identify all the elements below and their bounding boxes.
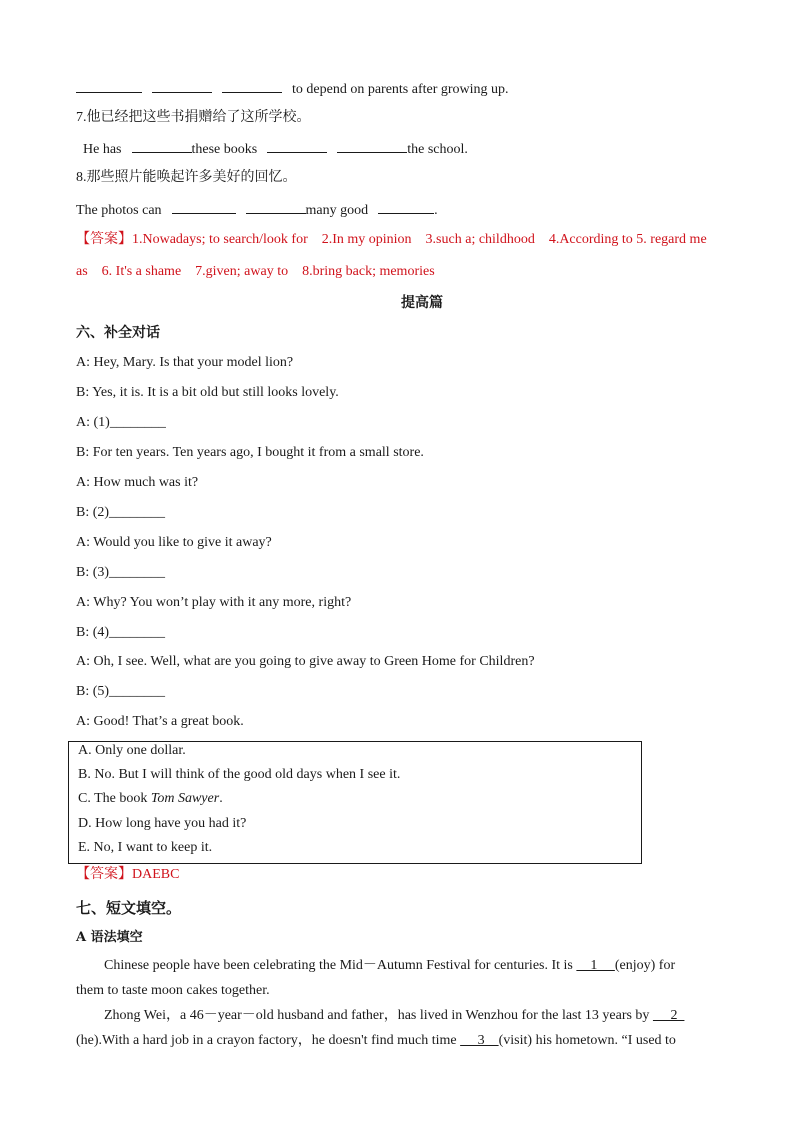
passage-line <box>76 1032 676 1050</box>
section-7-title: 七、短文填空。 <box>76 899 182 917</box>
dialogue-line: A: Oh, I see. Well, what are you going to give away to Green Home for Children? <box>76 654 535 669</box>
dialogue-line: A: Hey, Mary. Is that your model lion? <box>76 355 294 370</box>
sentence-text: He has <box>83 142 122 157</box>
sentence-text: The photos can <box>76 203 162 218</box>
section-heading-advanced: 提高篇 <box>401 295 443 311</box>
passage-line: them to taste moon cakes together. <box>76 983 270 998</box>
answer-key-line-1: 【答案】1.Nowadays; to search/look for 2.In my opinion 3.such a; childhood 4.According to 5. regard me <box>76 232 707 247</box>
answer-blank <box>246 200 306 214</box>
sentence-text: these books <box>191 142 258 157</box>
option-c <box>78 790 223 808</box>
numbered-blank: 3 <box>460 1033 499 1048</box>
dialogue-line: B: (5)________ <box>76 684 166 699</box>
answer-blank <box>76 79 142 93</box>
option-c-end: . <box>219 791 223 806</box>
dialogue-line: B: (2)________ <box>76 505 166 520</box>
dialogue-line: A: Would you like to give it away? <box>76 535 272 550</box>
dialogue-line: A: How much was it? <box>76 475 199 490</box>
numbered-blank: 1 <box>576 958 615 973</box>
section-6-title: 六、补全对话 <box>76 325 160 341</box>
dialogue-line: B: Yes, it is. It is a bit old but still looks lovely. <box>76 385 339 400</box>
answer-blank <box>337 139 407 153</box>
option-e: E. No, I want to keep it. <box>78 840 213 855</box>
answer-blank <box>152 79 212 93</box>
dialogue-line: A: (1)________ <box>76 415 166 430</box>
question-8-english <box>76 200 438 220</box>
passage-text: Zhong Wei，a 46－year－old husband and father，has lived in Wenzhou for the last 13 years by <box>104 1008 653 1023</box>
option-a: A. Only one dollar. <box>78 743 186 758</box>
question-7-english <box>83 139 468 159</box>
dialogue-line: B: (3)________ <box>76 565 166 580</box>
blank-line-6 <box>76 79 509 99</box>
dialogue-line: B: For ten years. Ten years ago, I bought it from a small store. <box>76 445 424 460</box>
book-title: Tom Sawyer <box>150 791 220 806</box>
answer-blank <box>378 200 434 214</box>
passage-text: (he).With a hard job in a crayon factory，he doesn't find much time <box>76 1033 461 1048</box>
dialogue-line: B: (4)________ <box>76 625 166 640</box>
numbered-blank: 2 <box>652 1008 685 1023</box>
passage-line <box>104 1007 684 1025</box>
answer-blank <box>267 139 327 153</box>
dialogue-line: A: Why? You won’t play with it any more, right? <box>76 595 352 610</box>
options-box <box>68 741 642 864</box>
sentence-text: many good <box>305 203 369 218</box>
dialogue-line: A: Good! That’s a great book. <box>76 714 244 729</box>
sentence-text: the school. <box>407 142 468 157</box>
answer-key-dialogue: 【答案】DAEBC <box>76 867 180 882</box>
answer-blank <box>132 139 192 153</box>
sentence-text: . <box>434 203 438 218</box>
subsection-a-title: A 语法填空 <box>76 930 143 945</box>
option-d: D. How long have you had it? <box>78 816 247 831</box>
answer-blank <box>172 200 236 214</box>
passage-text: (visit) his hometown. “I used to <box>498 1033 676 1048</box>
question-8-chinese: 8.那些照片能唤起许多美好的回忆。 <box>76 170 297 185</box>
answer-key-line-2: as 6. It's a shame 7.given; away to 8.bring back; memories <box>76 264 435 279</box>
passage-text: Chinese people have been celebrating the Mid－Autumn Festival for centuries. It is <box>104 958 577 973</box>
option-b: B. No. But I will think of the good old days when I see it. <box>78 767 401 782</box>
question-7-chinese: 7.他已经把这些书捐赠给了这所学校。 <box>76 110 311 125</box>
passage-line <box>104 957 675 975</box>
passage-text: (enjoy) for <box>614 958 676 973</box>
option-c-text: C. The book <box>78 791 151 806</box>
answer-blank <box>222 79 282 93</box>
sentence-text: to depend on parents after growing up. <box>292 82 509 97</box>
